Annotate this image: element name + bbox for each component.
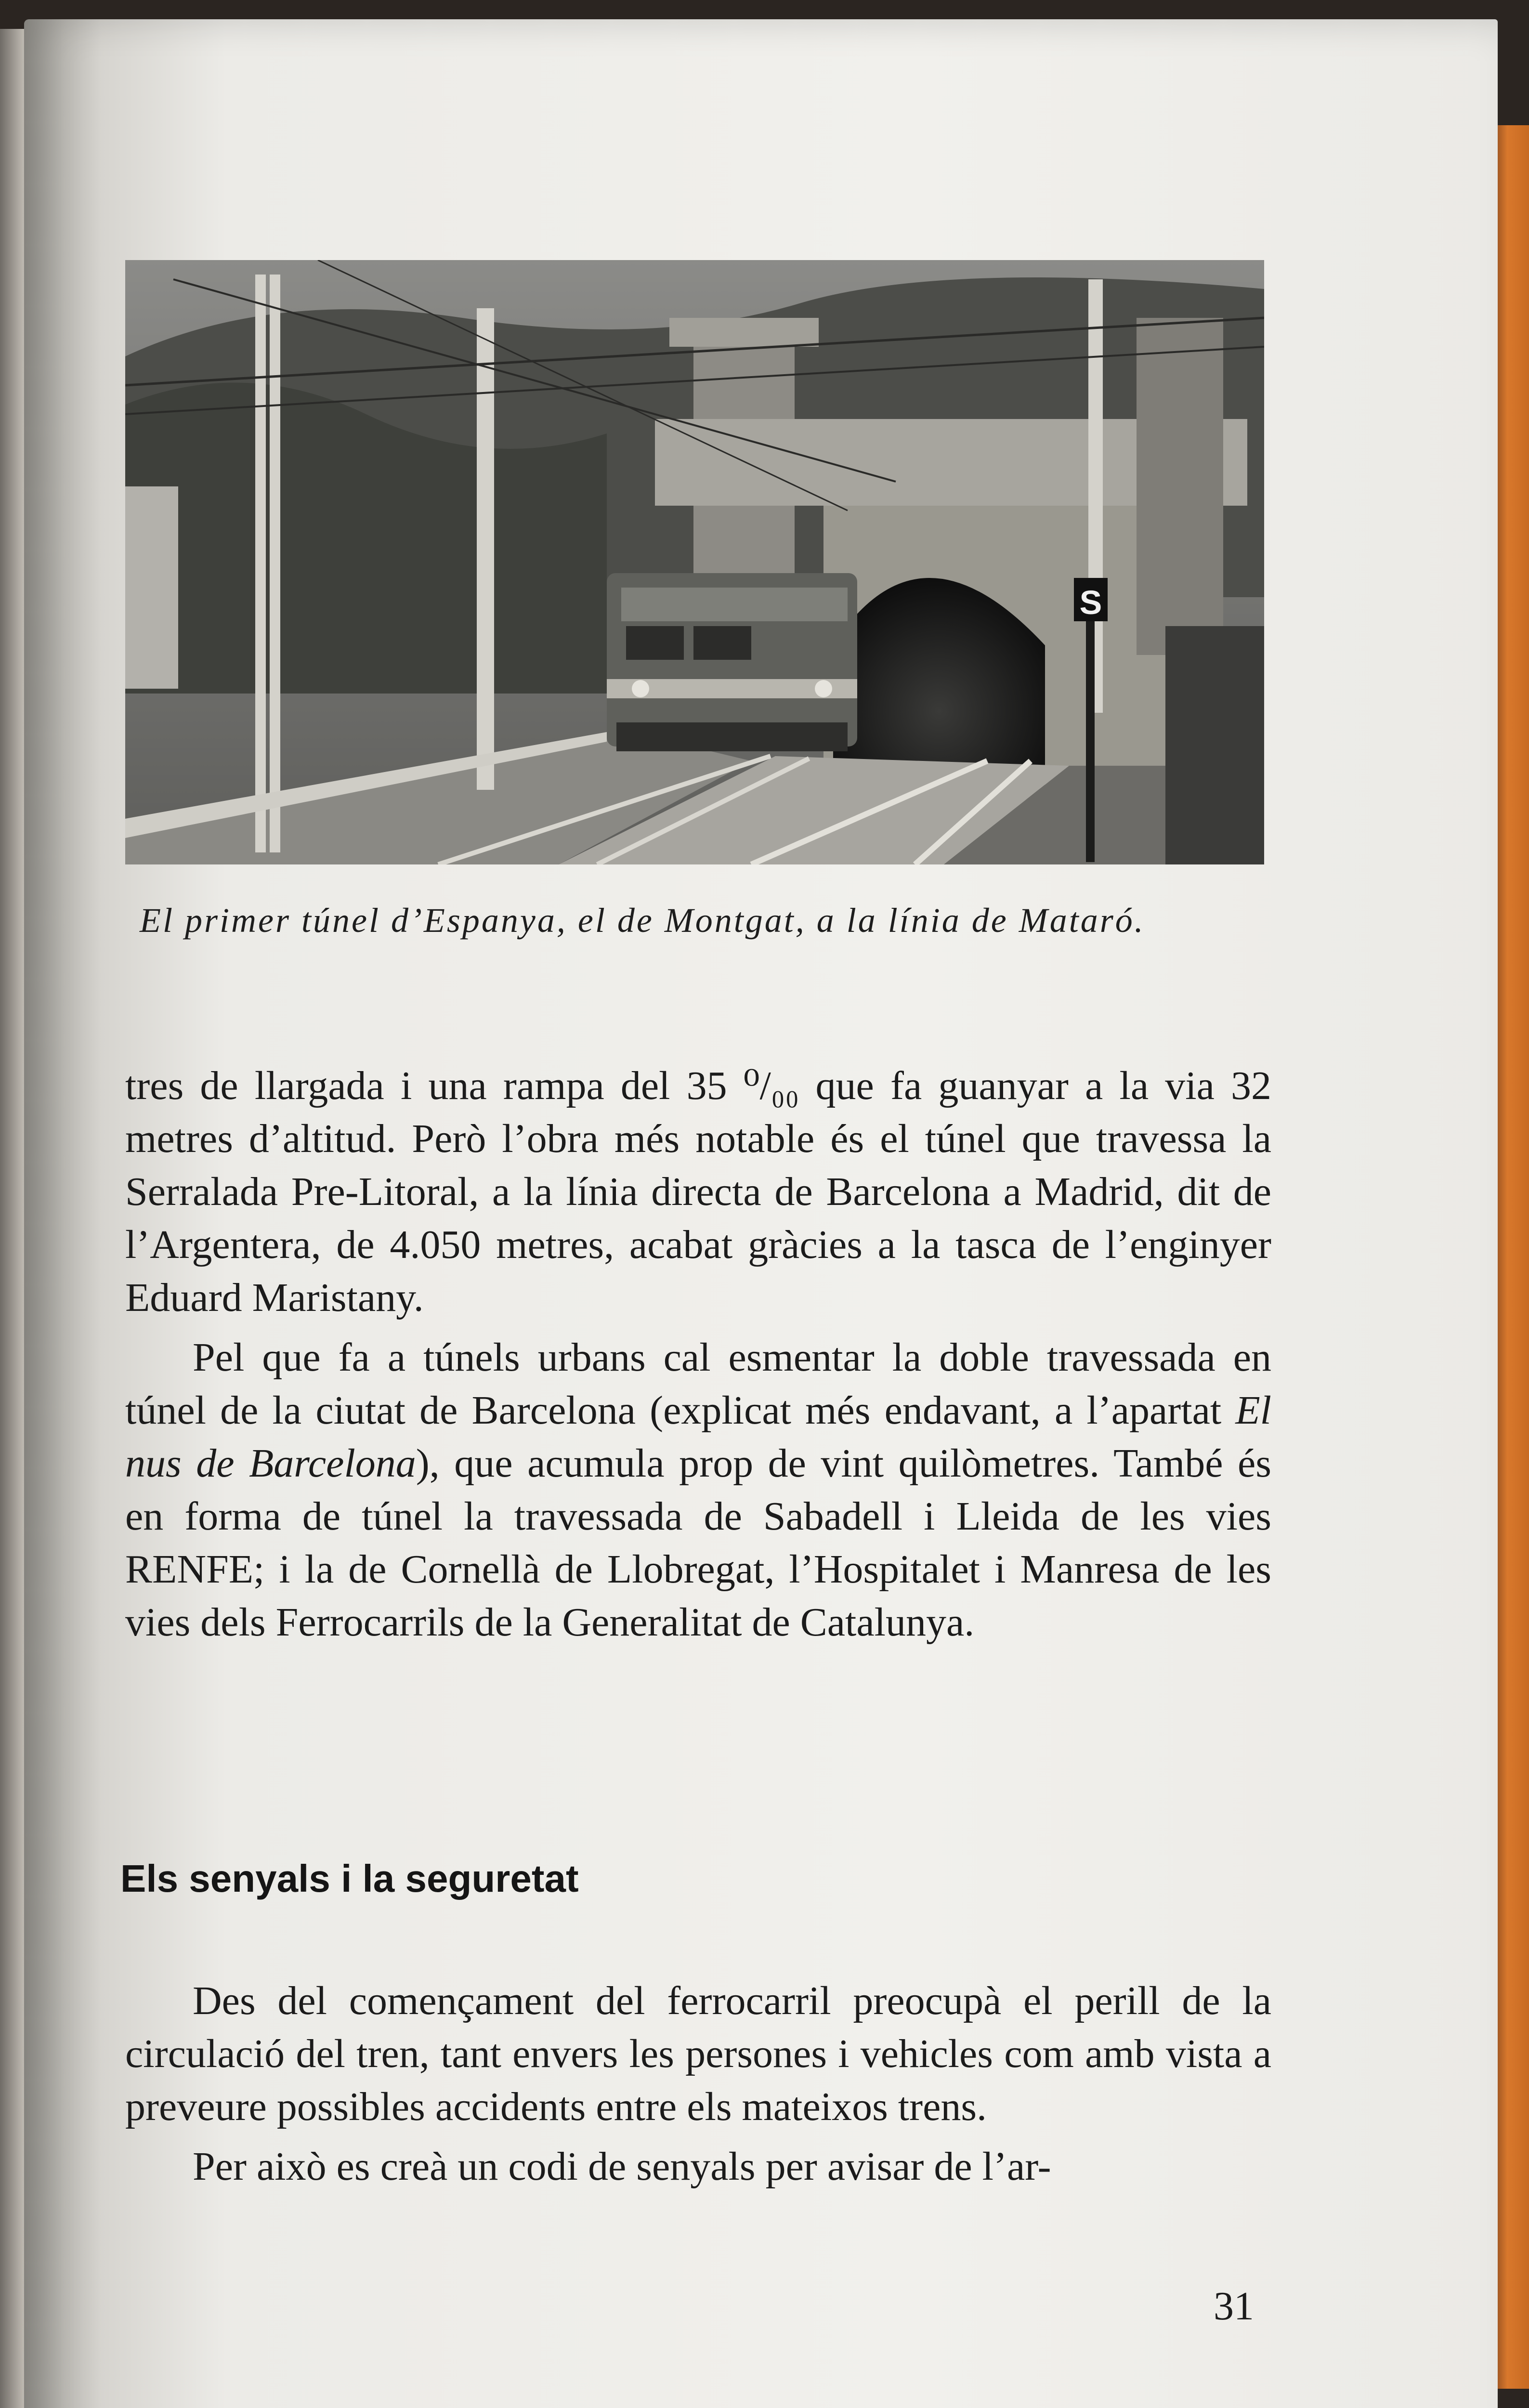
section-body xyxy=(125,1975,1271,2193)
paragraph-signals: Per això es creà un codi de senyals per avisar de l’ar- xyxy=(193,2144,1051,2189)
photo-caption: El primer túnel d’Espanya, el de Montgat, a la línia de Mataró. xyxy=(140,901,1145,940)
italic-title: El nus de Barcelona xyxy=(125,1388,1271,1486)
paragraph-safety: Des del començament del ferrocarril preocupà el perill de la circulació del tren, tant envers les persones i vehicles com amb vista a preveure possibles accidents entre els mateixos trens. xyxy=(125,1978,1271,2129)
sign-s-label: S xyxy=(1079,584,1102,621)
paragraph-text: ), que acumula prop de vint quilòmetres. També és en forma de túnel la travessada de Sabadell i Lleida de les vies RENFE; i la de Cornellà de Llobregat, l’Hospitalet i Manresa de les vies dels Ferrocarrils de la Generalitat de Catalunya. xyxy=(125,1441,1271,1645)
book-page xyxy=(24,19,1498,2408)
paragraph-urban-tunnels xyxy=(125,1331,1271,1649)
section-heading: Els senyals i la seguretat xyxy=(120,1857,579,1900)
book-cover-edge xyxy=(1493,125,1529,2389)
per-mille-symbol: ⁰/₀₀ xyxy=(743,1063,799,1108)
page-number: 31 xyxy=(1214,2284,1254,2329)
paragraph-text: Pel que fa a túnels urbans cal esmentar la doble travessada en túnel de la ciutat de Barcelona (explicat més endavant, a l’apartat xyxy=(125,1335,1271,1433)
tunnel-photo xyxy=(125,260,1264,864)
paragraph-text: tres de llargada i una rampa del 35 xyxy=(125,1063,744,1108)
continued-paragraph xyxy=(125,1060,1271,1649)
paragraph-text: que fa guanyar a la via 32 metres d’altitud. Però l’obra més notable és el túnel que travessa la Serralada Pre-Litoral, a la línia directa de Barcelona a Madrid, dit de l’Argentera, de 4.050 metres, acabat gràcies a la tasca de l’enginyer Eduard Maristany. xyxy=(125,1063,1272,1320)
